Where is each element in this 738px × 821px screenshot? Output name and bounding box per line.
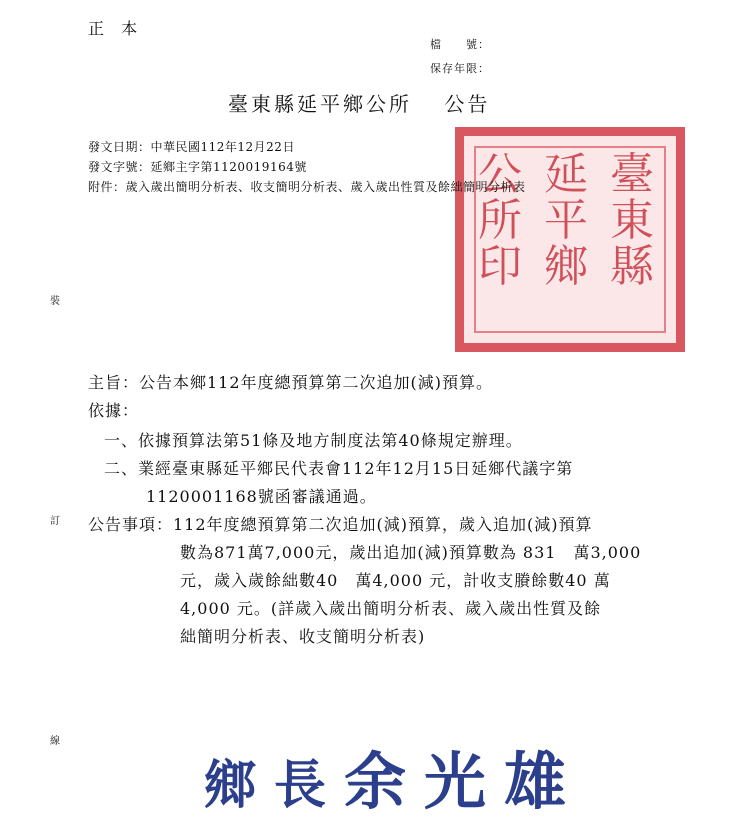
seal-column [604,149,660,292]
signature-title: 鄉長 [204,755,345,816]
signature-name: 余光雄 [344,745,585,818]
attachment-list: 附件：歲入歲出簡明分析表、收支簡明分析表、歲入歲出性質及餘絀簡明分析表 [88,180,526,194]
binding-mark: 訂 [50,516,60,527]
document-title: 臺東縣延平鄉公所 公告 [228,92,491,116]
seal-char: 縣 [610,241,654,292]
seal-char: 所 [478,195,522,246]
file-number-label: 檔 號： [430,38,490,51]
basis-item-2: 二、業經臺東縣延平鄉民代表會112年12月15日延鄉代議字第 [104,459,574,478]
announcement-line: 公告事項：112年度總預算第二次追加(減)預算，歲入追加(減)預算 [88,515,593,534]
basis-item-1: 一、依據預算法第51條及地方制度法第40條規定辦理。 [104,431,523,450]
issue-date: 發文日期：中華民國112年12月22日 [88,140,295,154]
seal-char: 印 [478,241,522,292]
seal-char: 延 [544,149,588,200]
copy-label: 正 本 [88,19,144,38]
seal-char: 東 [610,195,654,246]
binding-mark: 線 [50,736,60,747]
basis-item-2-continued: 1120001168號函審議通過。 [146,487,377,506]
seal-char: 平 [544,195,588,246]
binding-mark: 裝 [50,296,60,307]
seal-column [472,149,528,292]
announcement-line: 4,000 元。(詳歲入歲出簡明分析表、歲入歲出性質及餘 [180,599,602,618]
official-seal [455,127,685,352]
signature-stamp [204,732,584,821]
retention-period-label: 保存年限： [430,62,490,75]
announcement-line: 數為871萬7,000元，歲出追加(減)預算數為 831 萬3,000 [180,543,642,562]
subject-line: 主旨：公告本鄉112年度總預算第二次追加(減)預算。 [88,373,494,392]
seal-column [538,149,594,292]
seal-char: 鄉 [544,241,588,292]
announcement-line: 絀簡明分析表、收支簡明分析表) [180,627,426,646]
basis-label: 依據： [88,401,140,420]
announcement-line: 元，歲入歲餘絀數40 萬4,000 元，計收支賸餘數40 萬 [180,571,611,590]
seal-char: 公 [478,149,522,200]
seal-char: 臺 [610,149,654,200]
issue-number: 發文字號：延鄉主字第1120019164號 [88,160,307,174]
